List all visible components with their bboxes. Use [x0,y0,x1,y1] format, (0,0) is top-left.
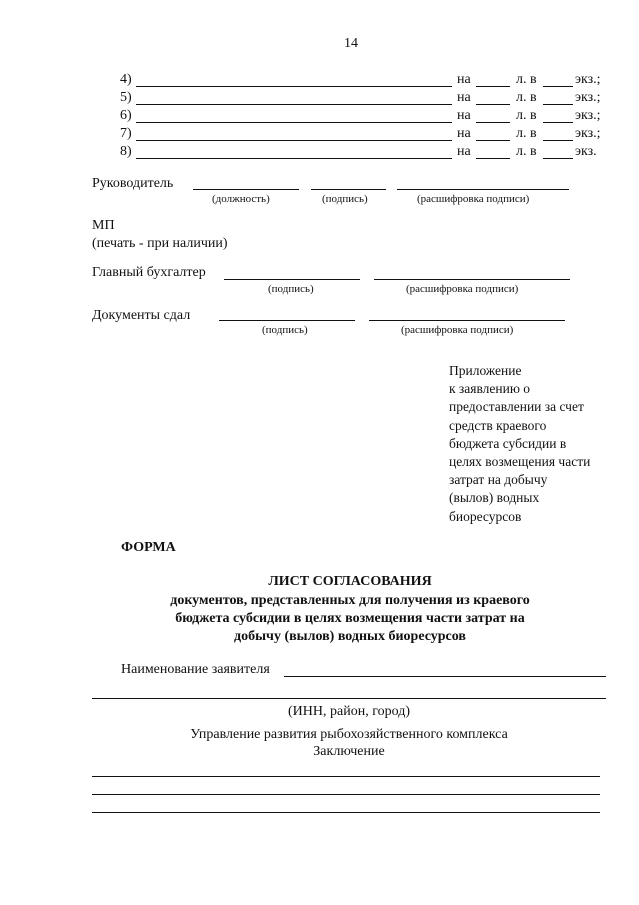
copies-sheets-label: л. в [516,126,537,141]
submitted-signature-caption: (подпись) [262,324,308,336]
head-label: Руководитель [92,176,174,191]
copies-suffix: экз. [575,144,597,159]
copies-suffix: экз.; [575,90,601,105]
document-subtitle-line: документов, представленных для получения из краевого [170,593,530,608]
appendix-line: затрат на добычу [449,472,548,488]
copies-row-number: 6) [120,108,132,123]
appendix-line: к заявлению о [449,381,531,397]
sheets-count-line [476,104,510,105]
copies-on-label: на [457,144,471,159]
conclusion-label: Заключение [313,744,385,759]
copies-on-label: на [457,90,471,105]
accountant-decoding-caption: (расшифровка подписи) [406,283,519,295]
sheets-count-line [476,122,510,123]
sheets-count-line [476,86,510,87]
appendix-line: бюджета субсидии в [449,435,567,451]
copies-row-number: 4) [120,72,132,87]
copies-suffix: экз.; [575,126,601,141]
document-subtitle-line: добычу (вылов) водных биоресурсов [234,629,466,644]
head-decoding-line [397,189,569,190]
copies-count-line [543,104,573,105]
submitted-label: Документы сдал [92,308,191,323]
accountant-label: Главный бухгалтер [92,265,206,280]
appendix-line: биоресурсов [449,508,522,524]
copies-sheets-label: л. в [516,144,537,159]
copies-sheets-label: л. в [516,72,537,87]
copies-suffix: экз.; [575,72,601,87]
appendix-line: предоставлении за счет [449,399,584,415]
applicant-name-line-2 [92,698,606,699]
head-position-caption: (должность) [212,193,270,205]
copies-row-number: 8) [120,144,132,159]
copies-row-number: 7) [120,126,132,141]
applicant-name-line [284,676,606,677]
copies-on-label: на [457,72,471,87]
copies-count-line [543,140,573,141]
applicant-label: Наименование заявителя [121,662,270,677]
head-signature-caption: (подпись) [322,193,368,205]
page-number: 14 [344,36,358,51]
submitted-signature-line [219,320,355,321]
conclusion-line [92,812,600,813]
head-position-line [193,189,299,190]
form-label: ФОРМА [121,540,176,555]
applicant-caption: (ИНН, район, город) [288,704,410,719]
conclusion-line [92,794,600,795]
document-title: ЛИСТ СОГЛАСОВАНИЯ [268,574,432,589]
copies-count-line [543,158,573,159]
head-signature-line [311,189,386,190]
conclusion-line [92,776,600,777]
copies-on-label: на [457,126,471,141]
sheets-count-line [476,140,510,141]
document-subtitle-line: бюджета субсидии в целях возмещения части затрат на [175,611,525,626]
copies-row-line [136,104,452,105]
appendix-line: (вылов) водных [449,490,540,506]
copies-count-line [543,86,573,87]
head-decoding-caption: (расшифровка подписи) [417,193,530,205]
department-name: Управление развития рыбохозяйственного комплекса [190,727,508,742]
copies-row-number: 5) [120,90,132,105]
submitted-decoding-caption: (расшифровка подписи) [401,324,514,336]
accountant-signature-caption: (подпись) [268,283,314,295]
copies-row-line [136,158,452,159]
sheets-count-line [476,158,510,159]
accountant-signature-line [224,279,360,280]
copies-row-line [136,140,452,141]
copies-on-label: на [457,108,471,123]
accountant-decoding-line [374,279,570,280]
copies-row-line [136,86,452,87]
copies-suffix: экз.; [575,108,601,123]
copies-count-line [543,122,573,123]
submitted-decoding-line [369,320,565,321]
copies-sheets-label: л. в [516,108,537,123]
stamp-label: МП [92,218,115,233]
copies-sheets-label: л. в [516,90,537,105]
appendix-note [449,362,614,526]
appendix-line: средств краевого [449,417,547,433]
appendix-line: Приложение [449,363,522,378]
stamp-note: (печать - при наличии) [92,236,228,251]
copies-row-line [136,122,452,123]
appendix-line: целях возмещения части [449,454,591,470]
